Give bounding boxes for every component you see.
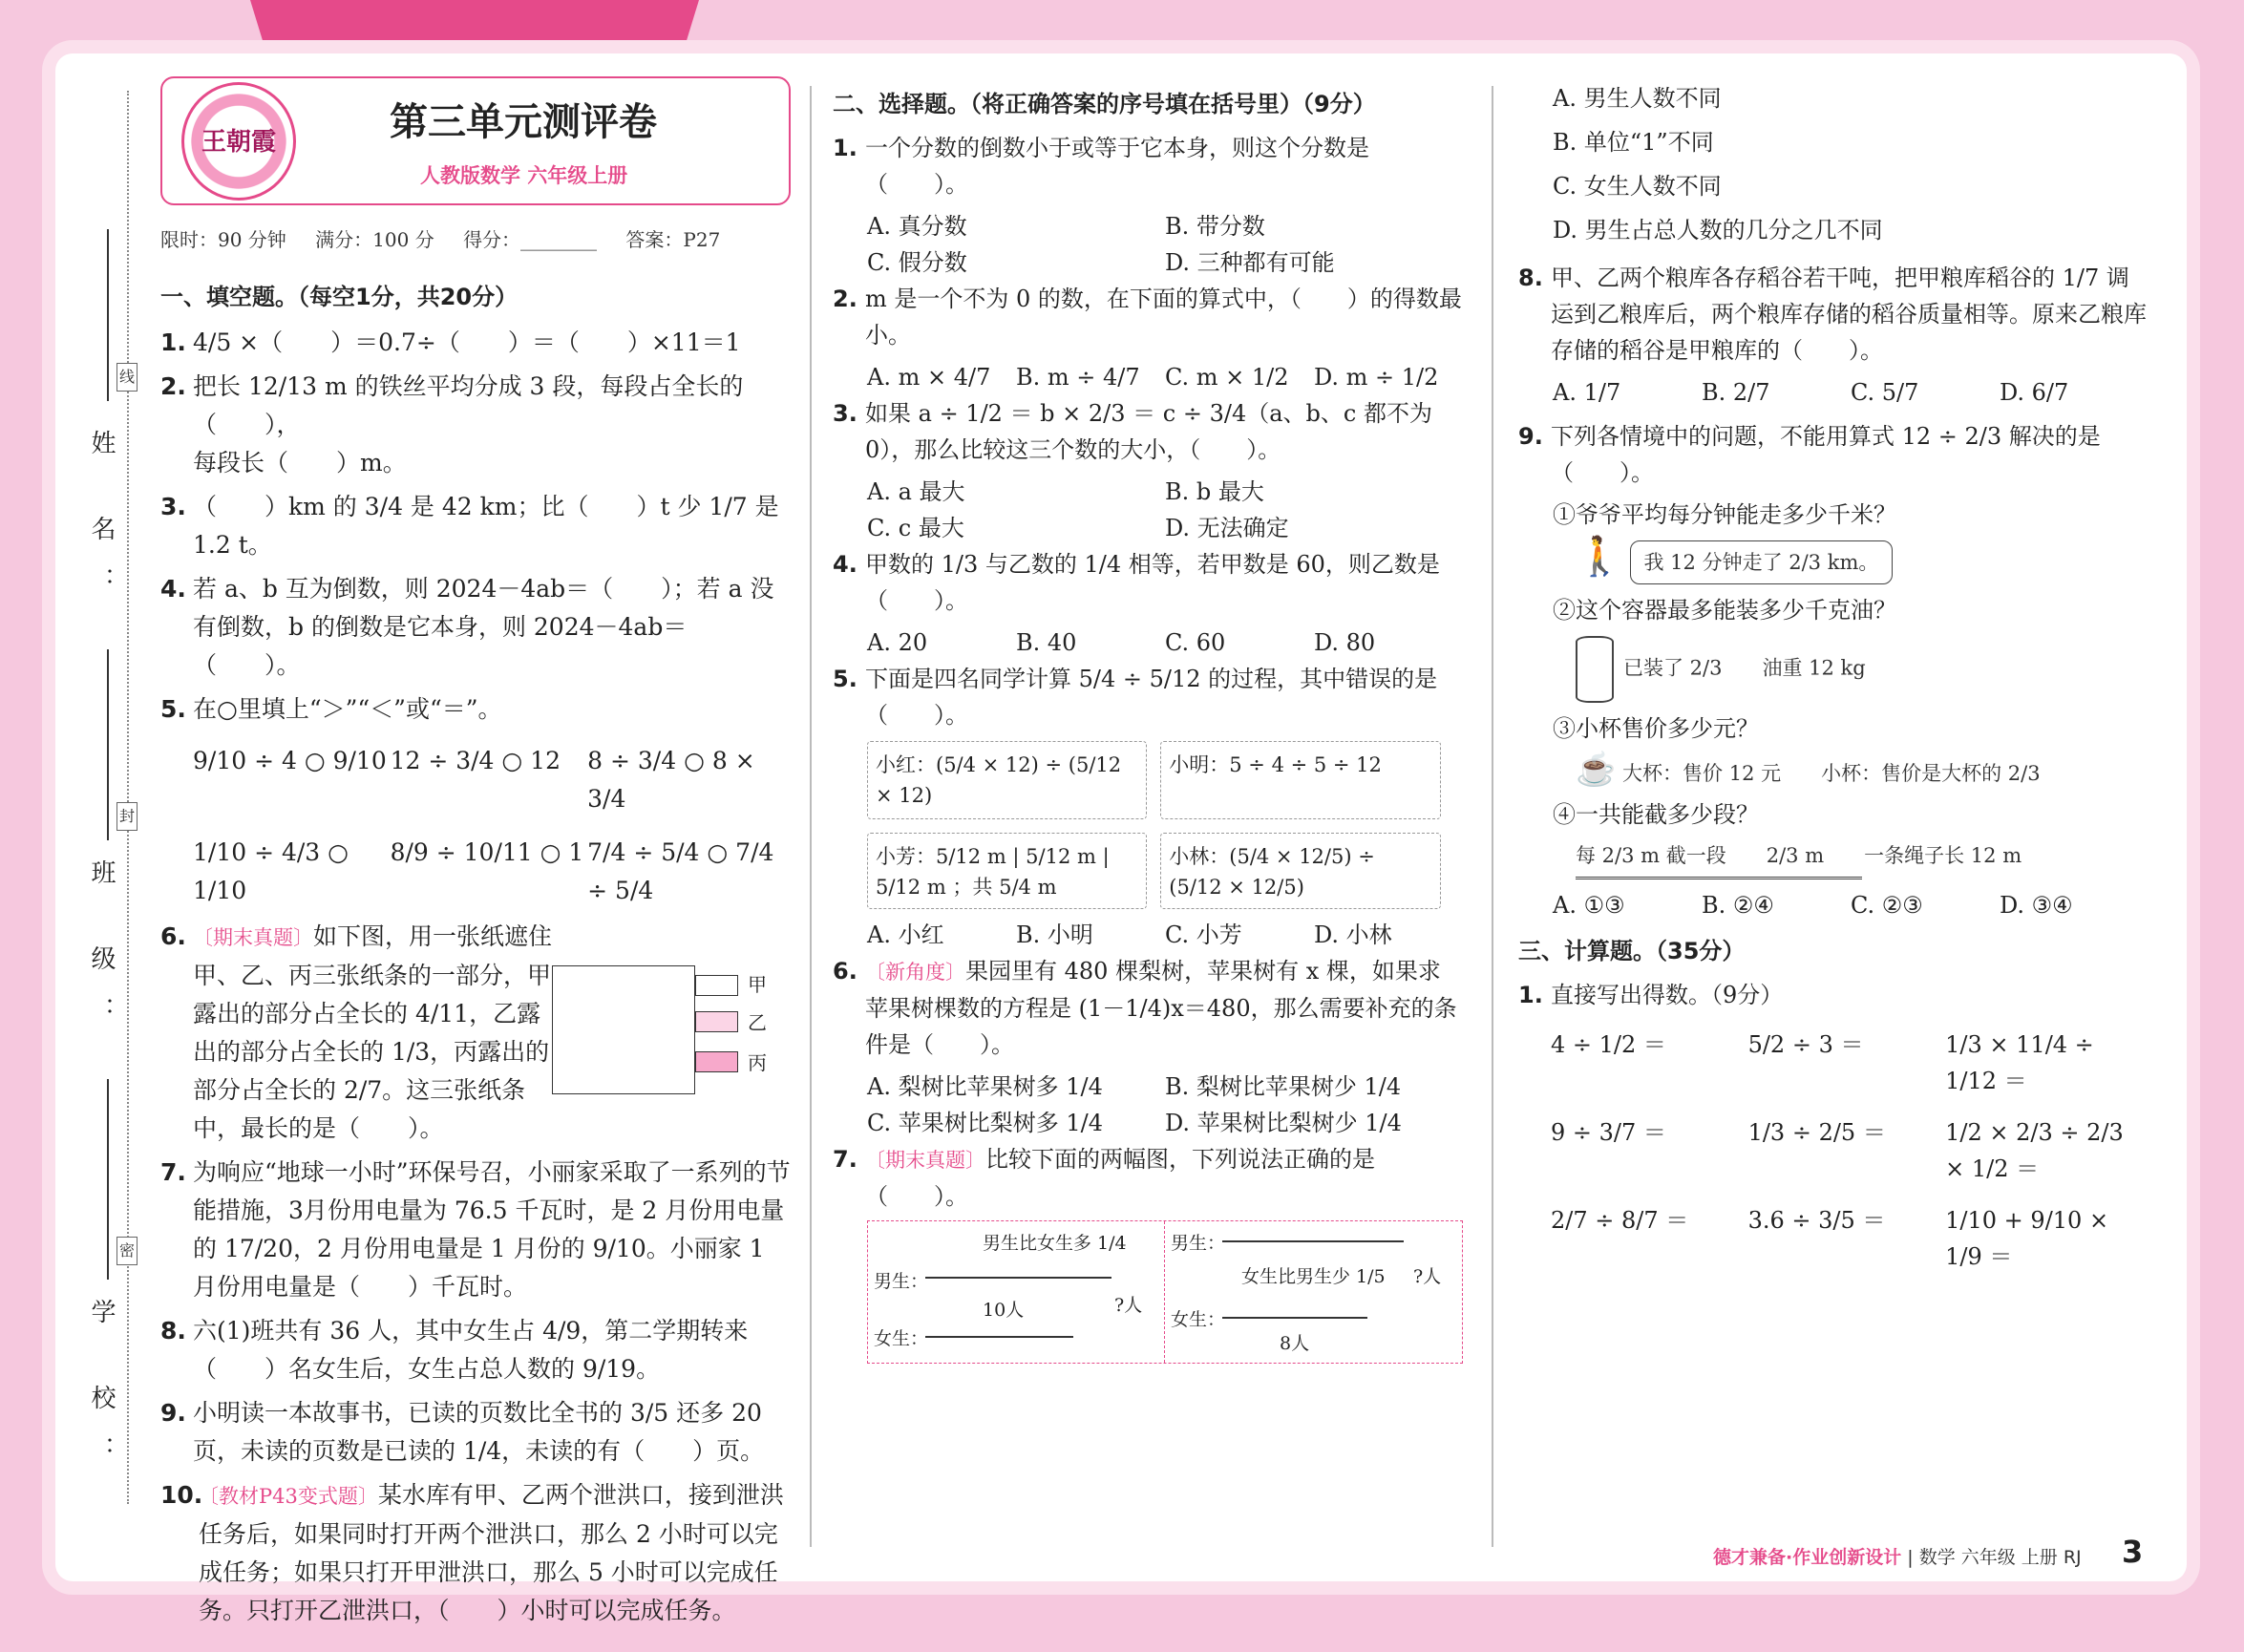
question-text: 直接写出得数。（9分） bbox=[1551, 982, 1784, 1008]
option[interactable]: C. 假分数 bbox=[867, 249, 967, 276]
bar-girls bbox=[1222, 1317, 1367, 1319]
page-subtitle: 人教版数学 六年级上册 bbox=[420, 164, 628, 187]
score-field[interactable]: 得分：________ bbox=[463, 228, 598, 251]
option[interactable]: C. m × 1/2 bbox=[1165, 364, 1289, 391]
question: 2. m 是一个不为 0 的数，在下面的算式中，（ ）的得数最小。 bbox=[833, 286, 1462, 349]
question: 6. 〔期末真题〕如下图，用一张纸遮住甲、乙、丙三张纸条的一部分，甲露出的部分占全长的 4/11，乙露出的部分占全长的 1/3，丙露出的部分占全长的 2/7。这三张纸条中，最长的是（ ）。 甲 乙 丙 bbox=[160, 918, 791, 1148]
figure-caption: 已装了 2/3 油重 12 kg bbox=[1623, 656, 1866, 680]
calc-item: 4 ÷ 1/2 ＝ bbox=[1551, 1031, 1666, 1058]
cut-mark: 密 bbox=[116, 1237, 138, 1265]
option[interactable]: D. 男生占总人数的几分之几不同 bbox=[1553, 217, 1883, 244]
compare-item: 8/9 ÷ 10/11 ○ 1 bbox=[390, 838, 584, 866]
answer-ref: 答案：P27 bbox=[625, 228, 721, 251]
question-text: （ ）km 的 3/4 是 42 km；比（ ）t 少 1/7 是 1.2 t。 bbox=[193, 493, 779, 559]
question-text: 把长 12/13 m 的铁丝平均分成 3 段，每段占全长的（ ）， bbox=[193, 372, 744, 438]
question: 9. 下列各情境中的问题，不能用算式 12 ÷ 2/3 解决的是（ ）。 bbox=[1518, 423, 2101, 486]
question-text: m 是一个不为 0 的数，在下面的算式中，（ ）的得数最小。 bbox=[865, 286, 1462, 349]
option[interactable]: B. 梨树比苹果树少 1/4 bbox=[1165, 1073, 1402, 1100]
cut-mark: 线 bbox=[116, 363, 138, 392]
question: 1. 4/5 ×（ ）＝0.7÷（ ）＝（ ）×11＝1 bbox=[160, 328, 741, 356]
scenario: ④一共能截多少段？ bbox=[1553, 801, 1759, 828]
option[interactable]: B. 带分数 bbox=[1165, 213, 1265, 240]
option[interactable]: B. b 最大 bbox=[1165, 478, 1264, 505]
option[interactable]: C. ②③ bbox=[1851, 892, 1923, 919]
scenario-figure bbox=[1518, 751, 2149, 789]
option[interactable]: D. ③④ bbox=[2000, 892, 2073, 919]
question-text: 某水库有甲、乙两个泄洪口，接到泄洪任务后，如果同时打开两个泄洪口，那么 2 小时可以完成任务；如果只打开甲泄洪口，那么 5 小时可以完成任务。只打开乙泄洪口，（ ）小时可以完成任务。 bbox=[199, 1481, 784, 1624]
oil-container-icon bbox=[1576, 636, 1614, 703]
diagram-label: 女生： bbox=[1171, 1309, 1226, 1330]
strip-label: 乙 bbox=[748, 1011, 767, 1034]
option[interactable]: A. 1/7 bbox=[1553, 379, 1621, 406]
diagram-label: ?人 bbox=[1413, 1266, 1442, 1287]
question-text: 为响应“地球一小时”环保号召，小丽家采取了一系列的节能措施，3月份用电量为 76.5 千瓦时，是 2 月份用电量的 17/20，2 月份用电量是 1 月份的 9/10。小丽家 1 月份用电量是（ ）千瓦时。 bbox=[193, 1158, 791, 1301]
scenario: ①爷爷平均每分钟能走多少千米？ bbox=[1553, 501, 1896, 528]
question: 4. 若 a、b 互为倒数，则 2024－4ab＝（ ）；若 a 没有倒数，b 的倒数是它本身，则 2024－4ab＝（ ）。 bbox=[160, 575, 774, 679]
speech-bubble: 我 12 分钟走了 2/3 km。 bbox=[1630, 540, 1894, 584]
question-text: 果园里有 480 棵梨树，苹果树有 x 棵，如果求苹果树棵数的方程是 (1－1/4)x＝480，那么需要补充的条件是（ ）。 bbox=[865, 958, 1457, 1058]
option[interactable]: B. 2/7 bbox=[1702, 379, 1770, 406]
question-text: 如下图，用一张纸遮住甲、乙、丙三张纸条的一部分，甲露出的部分占全长的 4/11，乙露出的部分占全长的 1/3，丙露出的部分占全长的 2/7。这三张纸条中，最长的是（ ）。 bbox=[193, 922, 553, 1142]
option[interactable]: D. 6/7 bbox=[2000, 379, 2069, 406]
question-text: 每段长（ ）m。 bbox=[193, 449, 407, 477]
bar-girls bbox=[925, 1336, 1073, 1338]
option[interactable]: C. 60 bbox=[1165, 629, 1226, 656]
cut-line bbox=[127, 91, 129, 1504]
question-text: 如果 a ÷ 1/2 ＝ b × 2/3 ＝ c ÷ 3/4（a、b、c 都不为 0），那么比较这三个数的大小，（ ）。 bbox=[865, 400, 1432, 463]
class-label: 班 级： bbox=[87, 859, 116, 1049]
question: 7. 为响应“地球一小时”环保号召，小丽家采取了一系列的节能措施，3月份用电量为 76.5 千瓦时，是 2 月份用电量的 17/20，2 月份用电量是 1 月份的 9/10。小丽家 1 月份用电量是（ ）千瓦时。 bbox=[160, 1158, 791, 1301]
option[interactable]: A. 小红 bbox=[867, 921, 944, 948]
column-left bbox=[160, 76, 791, 1636]
title-box bbox=[160, 76, 791, 205]
compare-item: 9/10 ÷ 4 ○ 9/10 bbox=[193, 747, 387, 774]
question: 2. 把长 12/13 m 的铁丝平均分成 3 段，每段占全长的（ ）， 每段长（ ）m。 bbox=[160, 372, 744, 477]
grandpa-icon: 🚶 bbox=[1576, 535, 1623, 579]
option[interactable]: A. ①③ bbox=[1553, 892, 1625, 919]
question: 3. （ ）km 的 3/4 是 42 km；比（ ）t 少 1/7 是 1.2 t。 bbox=[160, 493, 779, 559]
question-tag: 〔教材P43变式题〕 bbox=[199, 1485, 378, 1508]
column-divider bbox=[810, 86, 812, 1547]
scenario-figure bbox=[1518, 535, 2149, 584]
scenario-figure bbox=[1518, 636, 2149, 703]
scenario: ③小杯售价多少元？ bbox=[1553, 715, 1759, 742]
diagram-boys-more bbox=[868, 1221, 1165, 1363]
section-heading: 二、选择题。（将正确答案的序号填在括号里）（9分） bbox=[833, 91, 1376, 117]
option[interactable]: C. 苹果树比梨树多 1/4 bbox=[867, 1110, 1104, 1136]
question: 1. 一个分数的倒数小于或等于它本身，则这个分数是（ ）。 bbox=[833, 135, 1369, 198]
option[interactable]: D. 苹果树比梨树少 1/4 bbox=[1165, 1110, 1402, 1136]
page-number: 3 bbox=[2122, 1534, 2144, 1570]
footer-info: | 数学 六年级 上册 RJ bbox=[1907, 1547, 2082, 1568]
gender-diagrams bbox=[867, 1220, 1463, 1364]
section-heading: 三、计算题。（35分） bbox=[1518, 938, 1746, 964]
strip-label: 甲 bbox=[748, 973, 767, 996]
question-tag: 〔期末真题〕 bbox=[865, 1149, 985, 1172]
diagram-label: 男生： bbox=[874, 1271, 929, 1292]
column-middle bbox=[833, 76, 1463, 1364]
diagram-label: 女生： bbox=[874, 1328, 929, 1349]
compare-grid bbox=[160, 734, 791, 918]
footer-brand: 德才兼备·作业创新设计 bbox=[1713, 1547, 1902, 1568]
calc-item: 5/2 ÷ 3 ＝ bbox=[1747, 1031, 1864, 1058]
options bbox=[833, 917, 1463, 953]
paper-strip-figure bbox=[552, 965, 772, 1094]
diagram-label: 10人 bbox=[983, 1300, 1025, 1321]
figure-caption: 大杯：售价 12 元 小杯：售价是大杯的 2/3 bbox=[1622, 762, 2041, 785]
question: 8. 甲、乙两个粮库各存稻谷若干吨，把甲粮库稻谷的 1/7 调运到乙粮库后，两个粮库存储的稻谷质量相等。原来乙粮库存储的稻谷是甲粮库的（ ）。 bbox=[1518, 265, 2147, 364]
question: 5. 下面是四名同学计算 5/4 ÷ 5/12 的过程，其中错误的是（ ）。 bbox=[833, 666, 1438, 729]
options bbox=[833, 474, 1463, 546]
cover-sheet bbox=[552, 965, 695, 1094]
option[interactable]: B. 小明 bbox=[1016, 921, 1093, 948]
calc-item: 1/10 + 9/10 × 1/9 ＝ bbox=[1945, 1207, 2109, 1270]
option[interactable]: B. 单位“1”不同 bbox=[1553, 129, 1714, 156]
options bbox=[833, 208, 1463, 281]
school-line bbox=[107, 1079, 109, 1280]
option[interactable]: A. 20 bbox=[867, 629, 928, 656]
strip-yi bbox=[695, 1011, 738, 1032]
question-text: 甲、乙两个粮库各存稻谷若干吨，把甲粮库稻谷的 1/7 调运到乙粮库后，两个粮库存储的稻谷质量相等。原来乙粮库存储的稻谷是甲粮库的（ ）。 bbox=[1551, 265, 2147, 364]
page-title: 第三单元测评卷 bbox=[390, 100, 657, 144]
option[interactable]: C. 女生人数不同 bbox=[1553, 173, 1722, 200]
calc-item: 1/2 × 2/3 ÷ 2/3 × 1/2 ＝ bbox=[1945, 1119, 2124, 1182]
diagram-label: 8人 bbox=[1280, 1333, 1310, 1354]
compare-item: 12 ÷ 3/4 ○ 12 bbox=[390, 747, 561, 774]
question: 4. 甲数的 1/3 与乙数的 1/4 相等，若甲数是 60，则乙数是（ ）。 bbox=[833, 551, 1440, 614]
scenario-figure bbox=[1518, 840, 2149, 879]
class-line bbox=[107, 649, 109, 840]
name-line bbox=[107, 229, 109, 401]
column-right bbox=[1518, 76, 2149, 1282]
option[interactable]: C. 5/7 bbox=[1851, 379, 1919, 406]
method-box: 小林：(5/4 × 12/5) ÷ (5/12 × 12/5) bbox=[1160, 833, 1440, 909]
options bbox=[1518, 374, 2149, 411]
question: 8. 六(1)班共有 36 人，其中女生占 4/9，第二学期转来（ ）名女生后，女生占总人数的 9/19。 bbox=[160, 1317, 749, 1383]
method-box: 小明：5 ÷ 4 ÷ 5 ÷ 12 bbox=[1160, 741, 1440, 819]
question: 9. 小明读一本故事书，已读的页数比全书的 3/5 还多 20 页，未读的页数是已读的 1/4，未读的有（ ）页。 bbox=[160, 1399, 765, 1465]
rope-line bbox=[1576, 877, 1862, 879]
exam-meta bbox=[160, 221, 791, 259]
question-text: 甲数的 1/3 与乙数的 1/4 相等，若甲数是 60，则乙数是（ ）。 bbox=[865, 551, 1440, 614]
option[interactable]: C. 小芳 bbox=[1165, 921, 1242, 948]
option[interactable]: A. a 最大 bbox=[867, 478, 965, 505]
question-text: 六(1)班共有 36 人，其中女生占 4/9，第二学期转来（ ）名女生后，女生占总人数的 9/19。 bbox=[193, 1317, 749, 1383]
strip-jia bbox=[695, 975, 738, 996]
diagram-girls-less bbox=[1165, 1221, 1462, 1363]
bar-boys bbox=[1222, 1240, 1404, 1242]
option[interactable]: D. m ÷ 1/2 bbox=[1314, 364, 1439, 391]
school-label: 学 校： bbox=[87, 1299, 116, 1489]
question: 6. 〔新角度〕果园里有 480 棵梨树，苹果树有 x 棵，如果求苹果树棵数的方程是 (1－1/4)x＝480，那么需要补充的条件是（ ）。 bbox=[833, 958, 1457, 1058]
option[interactable]: D. 三种都有可能 bbox=[1165, 249, 1335, 276]
calc-methods bbox=[833, 741, 1463, 909]
options bbox=[833, 1069, 1463, 1141]
option[interactable]: C. c 最大 bbox=[867, 515, 964, 541]
diagram-label: 男生比女生多 1/4 bbox=[983, 1233, 1127, 1254]
question-text: 小明读一本故事书，已读的页数比全书的 3/5 还多 20 页，未读的页数是已读的 1/4，未读的有（ ）页。 bbox=[193, 1399, 765, 1465]
question: 10. 〔教材P43变式题〕某水库有甲、乙两个泄洪口，接到泄洪任务后，如果同时打开两个泄洪口，那么 2 小时可以完成任务；如果只打开甲泄洪口，那么 5 小时可以完成任务。只打开乙泄洪口，（ ）小时可以完成任务。 bbox=[160, 1481, 784, 1624]
method-box: 小芳：5/12 m | 5/12 m | 5/12 m ；共 5/4 m bbox=[867, 833, 1147, 909]
options bbox=[1518, 76, 2149, 252]
full-score: 满分：100 分 bbox=[315, 228, 434, 251]
option[interactable]: B. 40 bbox=[1016, 629, 1077, 656]
figure-caption: 每 2/3 m 截一段 2/3 m 一条绳子长 12 m bbox=[1576, 844, 2022, 867]
method-box: 小红：(5/4 × 12) ÷ (5/12 × 12) bbox=[867, 741, 1147, 819]
calc-item: 1/3 × 11/4 ÷ 1/12 ＝ bbox=[1945, 1031, 2094, 1094]
time-limit: 限时：90 分钟 bbox=[160, 228, 286, 251]
question-tag: 〔新角度〕 bbox=[865, 961, 965, 984]
diagram-label: 女生比男生少 1/5 bbox=[1241, 1266, 1386, 1287]
footer bbox=[1713, 1543, 2082, 1569]
question: 3. 如果 a ÷ 1/2 ＝ b × 2/3 ＝ c ÷ 3/4（a、b、c 都不为 0），那么比较这三个数的大小，（ ）。 bbox=[833, 400, 1432, 463]
option[interactable]: B. ②④ bbox=[1702, 892, 1774, 919]
question-text: 一个分数的倒数小于或等于它本身，则这个分数是（ ）。 bbox=[865, 135, 1369, 198]
cup-icon: ☕ bbox=[1576, 751, 1617, 789]
question-text: 比较下面的两幅图，下列说法正确的是（ ）。 bbox=[865, 1146, 1375, 1210]
strip-label: 丙 bbox=[748, 1051, 767, 1074]
question-text: 下面是四名同学计算 5/4 ÷ 5/12 的过程，其中错误的是（ ）。 bbox=[865, 666, 1438, 729]
diagram-label: 男生： bbox=[1171, 1233, 1226, 1254]
bar-boys bbox=[925, 1277, 1111, 1279]
scenario: ②这个容器最多能装多少千克油？ bbox=[1553, 597, 1896, 624]
compare-item: 8 ÷ 3/4 ○ 8 × 3/4 bbox=[587, 747, 755, 813]
question-text: 下列各情境中的问题，不能用算式 12 ÷ 2/3 解决的是（ ）。 bbox=[1551, 423, 2101, 486]
column-divider bbox=[1492, 86, 1493, 1547]
option[interactable]: A. 真分数 bbox=[867, 213, 967, 240]
options bbox=[833, 359, 1463, 395]
option[interactable]: D. 小林 bbox=[1314, 921, 1392, 948]
compare-item: 7/4 ÷ 5/4 ○ 7/4 ÷ 5/4 bbox=[587, 838, 774, 904]
question-text: 若 a、b 互为倒数，则 2024－4ab＝（ ）；若 a 没有倒数，b 的倒数是它本身，则 2024－4ab＝（ ）。 bbox=[193, 575, 774, 679]
question-text: 4/5 ×（ ）＝0.7÷（ ）＝（ ）×11＝1 bbox=[193, 328, 741, 356]
calc-item: 2/7 ÷ 8/7 ＝ bbox=[1551, 1207, 1689, 1234]
option[interactable]: D. 无法确定 bbox=[1165, 515, 1289, 541]
cut-mark: 封 bbox=[116, 802, 138, 831]
options bbox=[1518, 887, 2149, 923]
question-text: 在○里填上“＞”“＜”或“＝”。 bbox=[193, 695, 502, 723]
question-tag: 〔期末真题〕 bbox=[193, 926, 313, 949]
option[interactable]: A. 男生人数不同 bbox=[1553, 85, 1722, 112]
logo-icon: 王朝霞 bbox=[181, 82, 296, 201]
calc-item: 1/3 ÷ 2/5 ＝ bbox=[1747, 1119, 1886, 1146]
question: 1. 直接写出得数。（9分） bbox=[1518, 982, 1784, 1008]
question: 5. 在○里填上“＞”“＜”或“＝”。 bbox=[160, 695, 502, 723]
diagram-label: ?人 bbox=[1114, 1295, 1143, 1316]
oral-calc-grid bbox=[1518, 1019, 2149, 1282]
option[interactable]: A. 梨树比苹果树多 1/4 bbox=[867, 1073, 1103, 1100]
name-label: 姓 名： bbox=[87, 430, 116, 620]
option[interactable]: B. m ÷ 4/7 bbox=[1016, 364, 1140, 391]
option[interactable]: A. m × 4/7 bbox=[867, 364, 991, 391]
calc-item: 9 ÷ 3/7 ＝ bbox=[1551, 1119, 1666, 1146]
option[interactable]: D. 80 bbox=[1314, 629, 1376, 656]
question: 7. 〔期末真题〕比较下面的两幅图，下列说法正确的是（ ）。 bbox=[833, 1146, 1375, 1210]
strip-bing bbox=[695, 1051, 738, 1072]
section-heading: 一、填空题。（每空1分，共20分） bbox=[160, 284, 519, 310]
compare-item: 1/10 ÷ 4/3 ○ 1/10 bbox=[193, 838, 349, 904]
options bbox=[833, 625, 1463, 661]
calc-item: 3.6 ÷ 3/5 ＝ bbox=[1747, 1207, 1886, 1234]
